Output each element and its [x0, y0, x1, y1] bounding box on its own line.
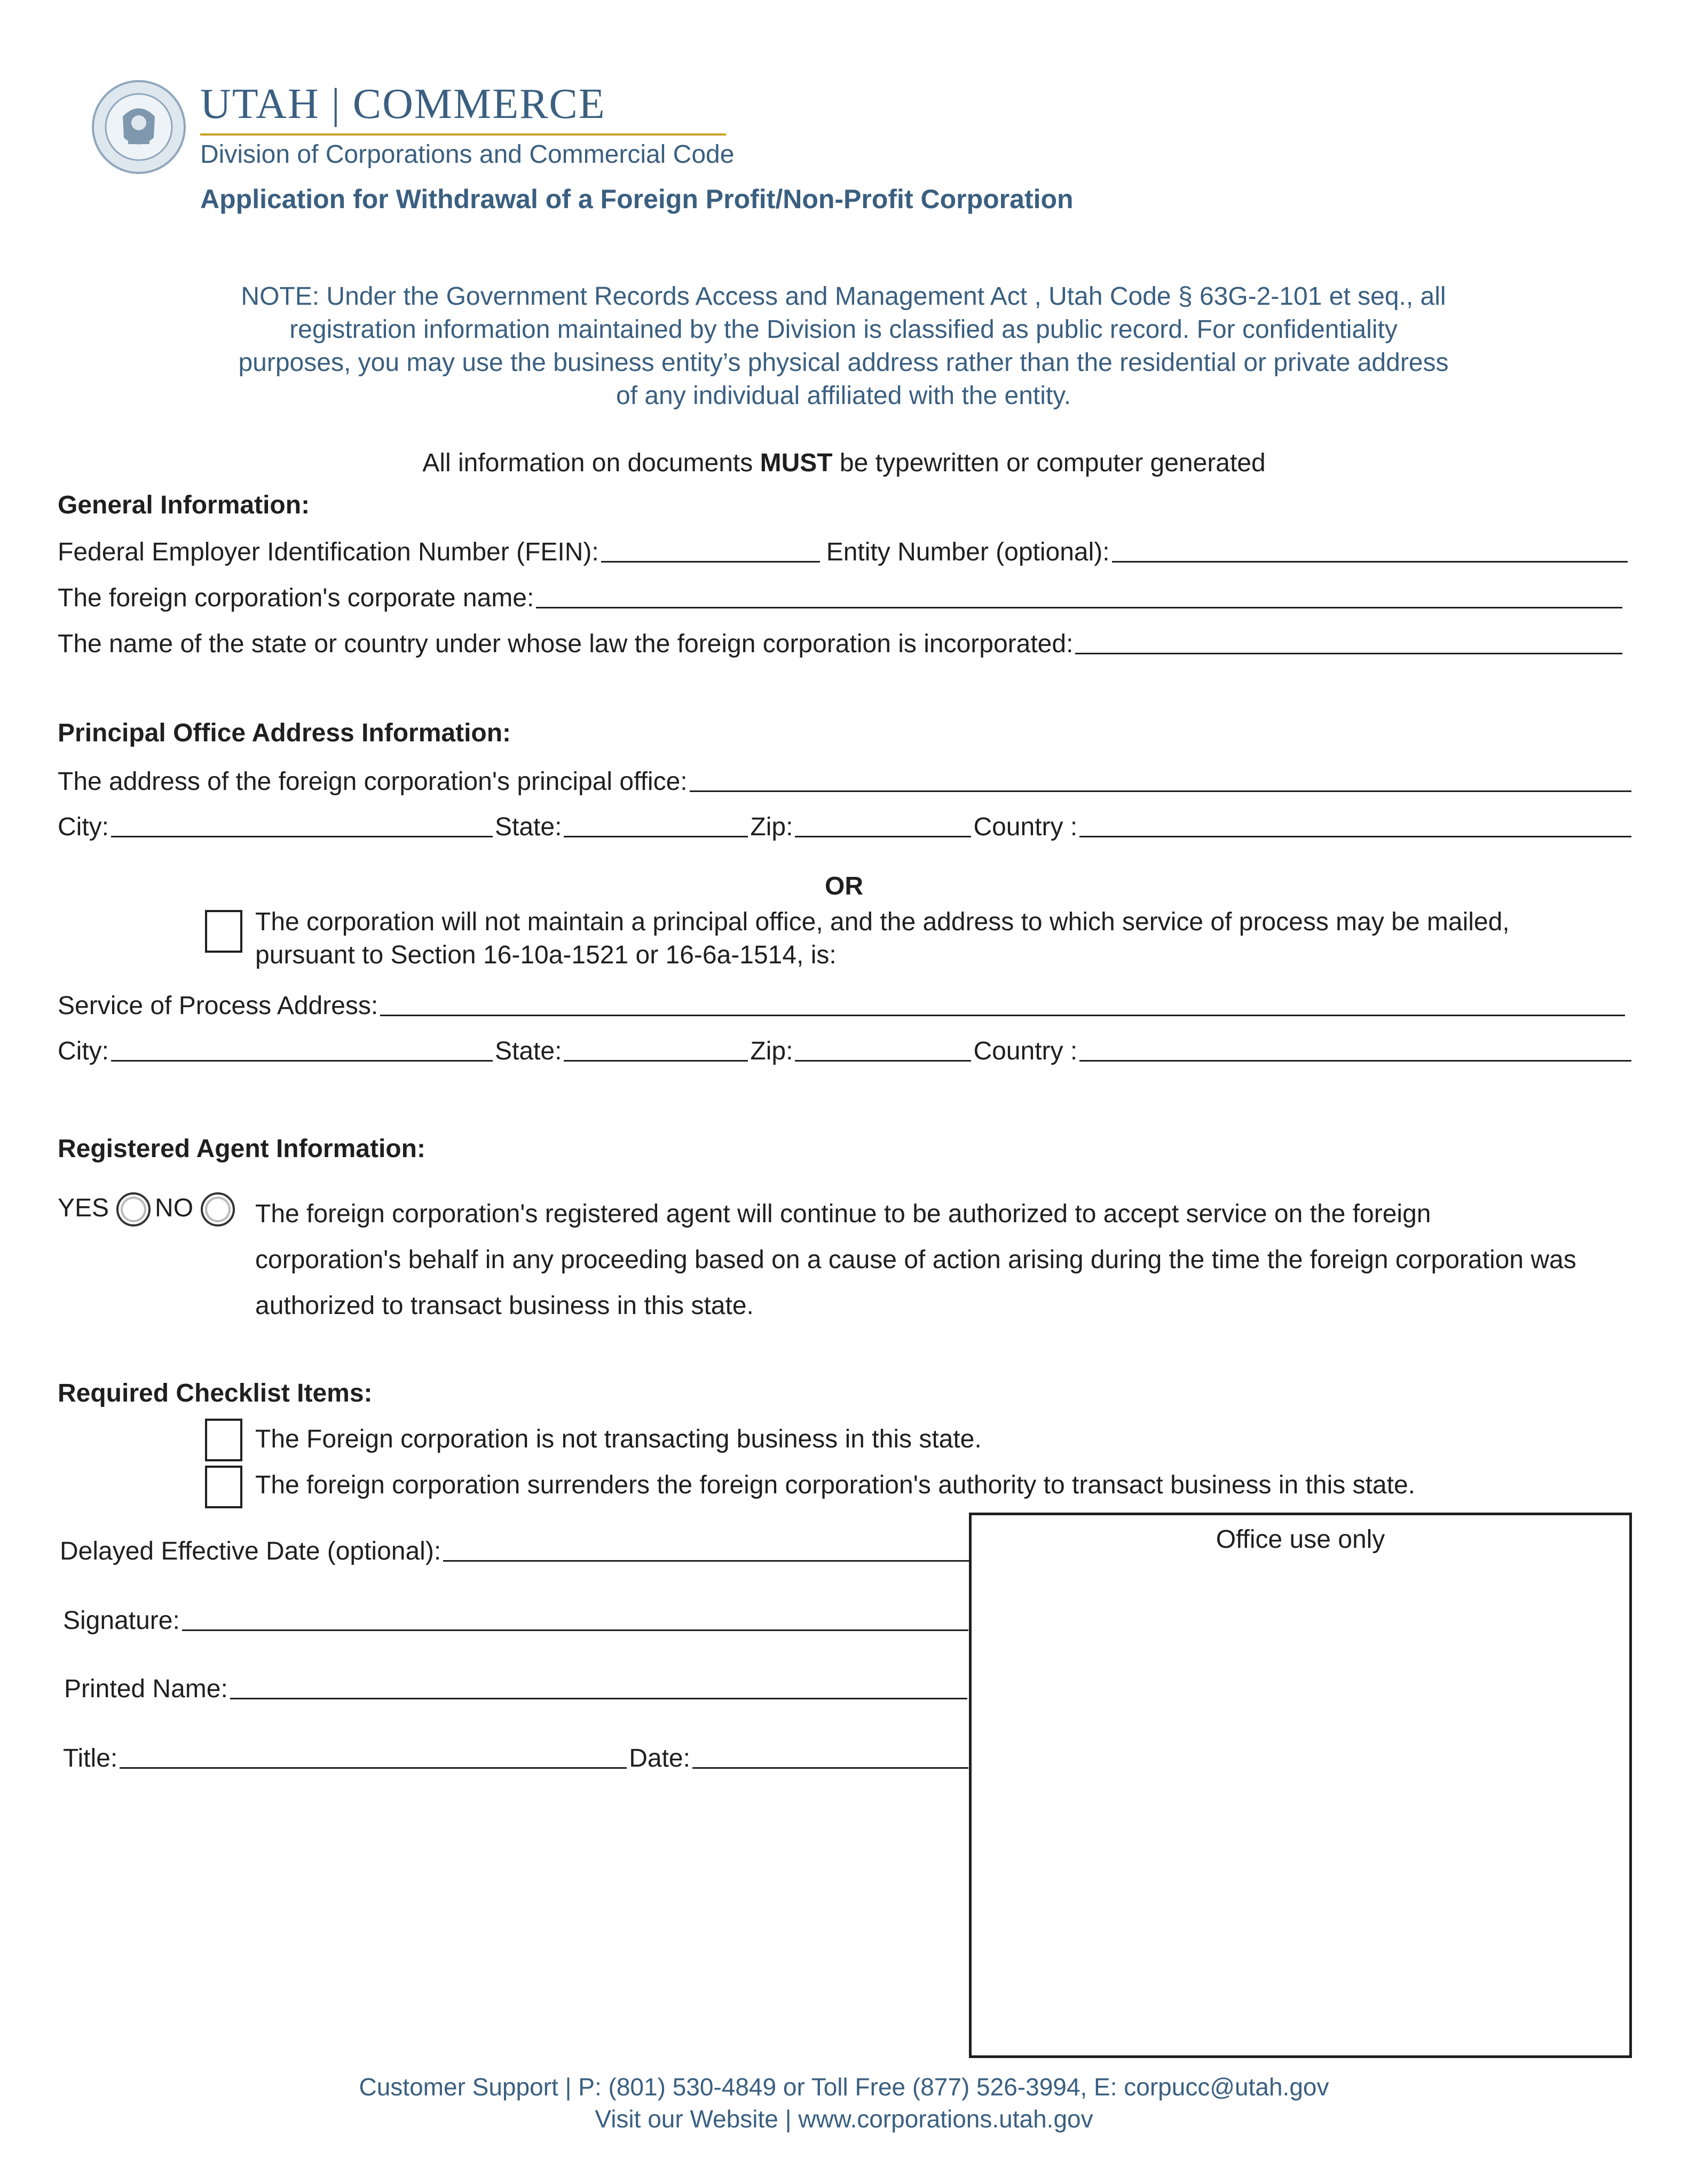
not-transacting-label: The Foreign corporation is not transacting business in this state. — [255, 1425, 982, 1453]
zip-label: Zip: — [750, 813, 793, 841]
principal-address-row — [58, 763, 1634, 796]
zip-field[interactable] — [795, 836, 971, 837]
note-line: NOTE: Under the Government Records Access and Management Act , Utah Code § 63G-2-101 et seq., all — [241, 282, 1446, 311]
website-line: Visit our Website | www.corporations.utah.gov — [595, 2105, 1093, 2133]
printed-name-field[interactable] — [230, 1698, 967, 1699]
or-divider: OR — [825, 872, 863, 900]
incorporation-state-row — [58, 626, 1624, 659]
no-office-line: pursuant to Section 16-10a-1521 or 16-6a-1514, is: — [255, 941, 837, 969]
delayed-date-label: Delayed Effective Date (optional): — [60, 1537, 441, 1565]
corp-name-field[interactable] — [536, 607, 1622, 608]
city-label: City: — [58, 1037, 109, 1065]
typed-notice-after: be typewritten or computer generated — [832, 449, 1266, 477]
title-field[interactable] — [120, 1767, 627, 1769]
date-label: Date: — [629, 1744, 690, 1772]
office-use-box — [969, 1513, 1632, 2058]
incorporation-state-label: The name of the state or country under whose law the foreign corporation is incorporated: — [58, 630, 1074, 658]
typed-notice-emphasis: MUST — [760, 449, 833, 477]
entity-number-field[interactable] — [1112, 561, 1628, 563]
division-name: Division of Corporations and Commercial Code — [200, 140, 735, 169]
fein-field[interactable] — [601, 561, 820, 563]
entity-number-label: Entity Number (optional): — [826, 538, 1110, 566]
office-use-label: Office use only — [1216, 1525, 1385, 1554]
typed-notice — [0, 447, 1688, 479]
service-address-row — [58, 987, 1627, 1020]
agent-no-radio[interactable] — [201, 1192, 235, 1226]
customer-support-line: Customer Support | P: (801) 530-4849 or Toll Free (877) 526-3994, E: corpucc@utah.gov — [359, 2073, 1329, 2101]
agent-text-line: corporation's behalf in any proceeding based on a cause of action arising during the time the foreign corporation was — [255, 1246, 1576, 1274]
service-address-field[interactable] — [380, 1015, 1625, 1016]
agent-yes-no — [58, 1191, 235, 1226]
printed-name-row — [64, 1671, 969, 1704]
principal-address-label: The address of the foreign corporation's principal office: — [58, 767, 688, 796]
note-line: purposes, you may use the business entity’s physical address rather than the residential or private address — [238, 349, 1449, 377]
service-zip-field[interactable] — [795, 1060, 971, 1062]
agent-heading: Registered Agent Information: — [58, 1135, 425, 1163]
city-label: City: — [58, 813, 109, 841]
no-principal-office-text — [255, 906, 1510, 972]
delayed-date-row — [60, 1533, 973, 1566]
state-label: State: — [495, 1037, 562, 1065]
no-label: NO — [155, 1194, 194, 1222]
agent-text-line: The foreign corporation's registered agent will continue to be authorized to accept service on the foreign — [255, 1200, 1431, 1228]
not-transacting-checkbox[interactable] — [205, 1419, 242, 1461]
title-date-row — [63, 1740, 971, 1773]
corp-name-row — [58, 580, 1624, 613]
service-country-field[interactable] — [1079, 1060, 1631, 1062]
typed-notice-before: All information on documents — [422, 449, 760, 477]
state-seal — [91, 79, 187, 175]
signature-row — [63, 1602, 971, 1635]
service-city-row — [58, 1033, 1634, 1066]
service-city-field[interactable] — [111, 1060, 493, 1062]
agent-text-line: authorized to transact business in this state. — [255, 1292, 754, 1320]
agent-yes-radio[interactable] — [116, 1192, 151, 1226]
brand-rule — [200, 133, 726, 136]
principal-heading: Principal Office Address Information: — [58, 719, 511, 747]
note-line: of any individual affiliated with the entity. — [616, 382, 1071, 410]
state-field[interactable] — [564, 836, 748, 837]
surrender-authority-checkbox[interactable] — [205, 1466, 242, 1508]
surrender-authority-label: The foreign corporation surrenders the foreign corporation's authority to transact business in this state. — [255, 1471, 1415, 1499]
signature-field[interactable] — [182, 1629, 968, 1631]
principal-address-field[interactable] — [690, 790, 1631, 792]
note-line: registration information maintained by the Division is classified as public record. For confidentiality — [289, 315, 1398, 344]
city-field[interactable] — [111, 836, 493, 837]
incorporation-state-field[interactable] — [1075, 653, 1622, 654]
country-label: Country : — [973, 813, 1078, 841]
zip-label: Zip: — [750, 1037, 793, 1065]
delayed-date-field[interactable] — [443, 1560, 971, 1562]
checklist-heading: Required Checklist Items: — [58, 1379, 373, 1407]
signature-label: Signature: — [63, 1607, 180, 1635]
footer — [0, 2071, 1688, 2135]
brand-title: UTAH | COMMERCE — [200, 81, 606, 128]
form-title: Application for Withdrawal of a Foreign Profit/Non-Profit Corporation — [200, 184, 1074, 214]
title-label: Title: — [63, 1744, 118, 1772]
date-field[interactable] — [692, 1767, 968, 1769]
country-label: Country : — [973, 1037, 1078, 1065]
agent-text — [255, 1191, 1576, 1329]
public-record-note — [160, 280, 1527, 413]
no-office-line: The corporation will not maintain a principal office, and the address to which service of process may be mailed, — [255, 908, 1510, 936]
corp-name-label: The foreign corporation's corporate name: — [58, 584, 534, 612]
fein-row — [58, 534, 1630, 567]
country-field[interactable] — [1079, 836, 1631, 837]
service-address-label: Service of Process Address: — [58, 992, 378, 1020]
service-state-field[interactable] — [564, 1060, 748, 1062]
fein-label: Federal Employer Identification Number (FEIN): — [58, 538, 599, 566]
state-label: State: — [495, 813, 562, 841]
yes-label: YES — [58, 1194, 109, 1222]
printed-name-label: Printed Name: — [64, 1675, 228, 1703]
general-heading: General Information: — [58, 491, 310, 519]
no-principal-office-checkbox[interactable] — [205, 910, 242, 953]
principal-city-row — [58, 809, 1634, 842]
